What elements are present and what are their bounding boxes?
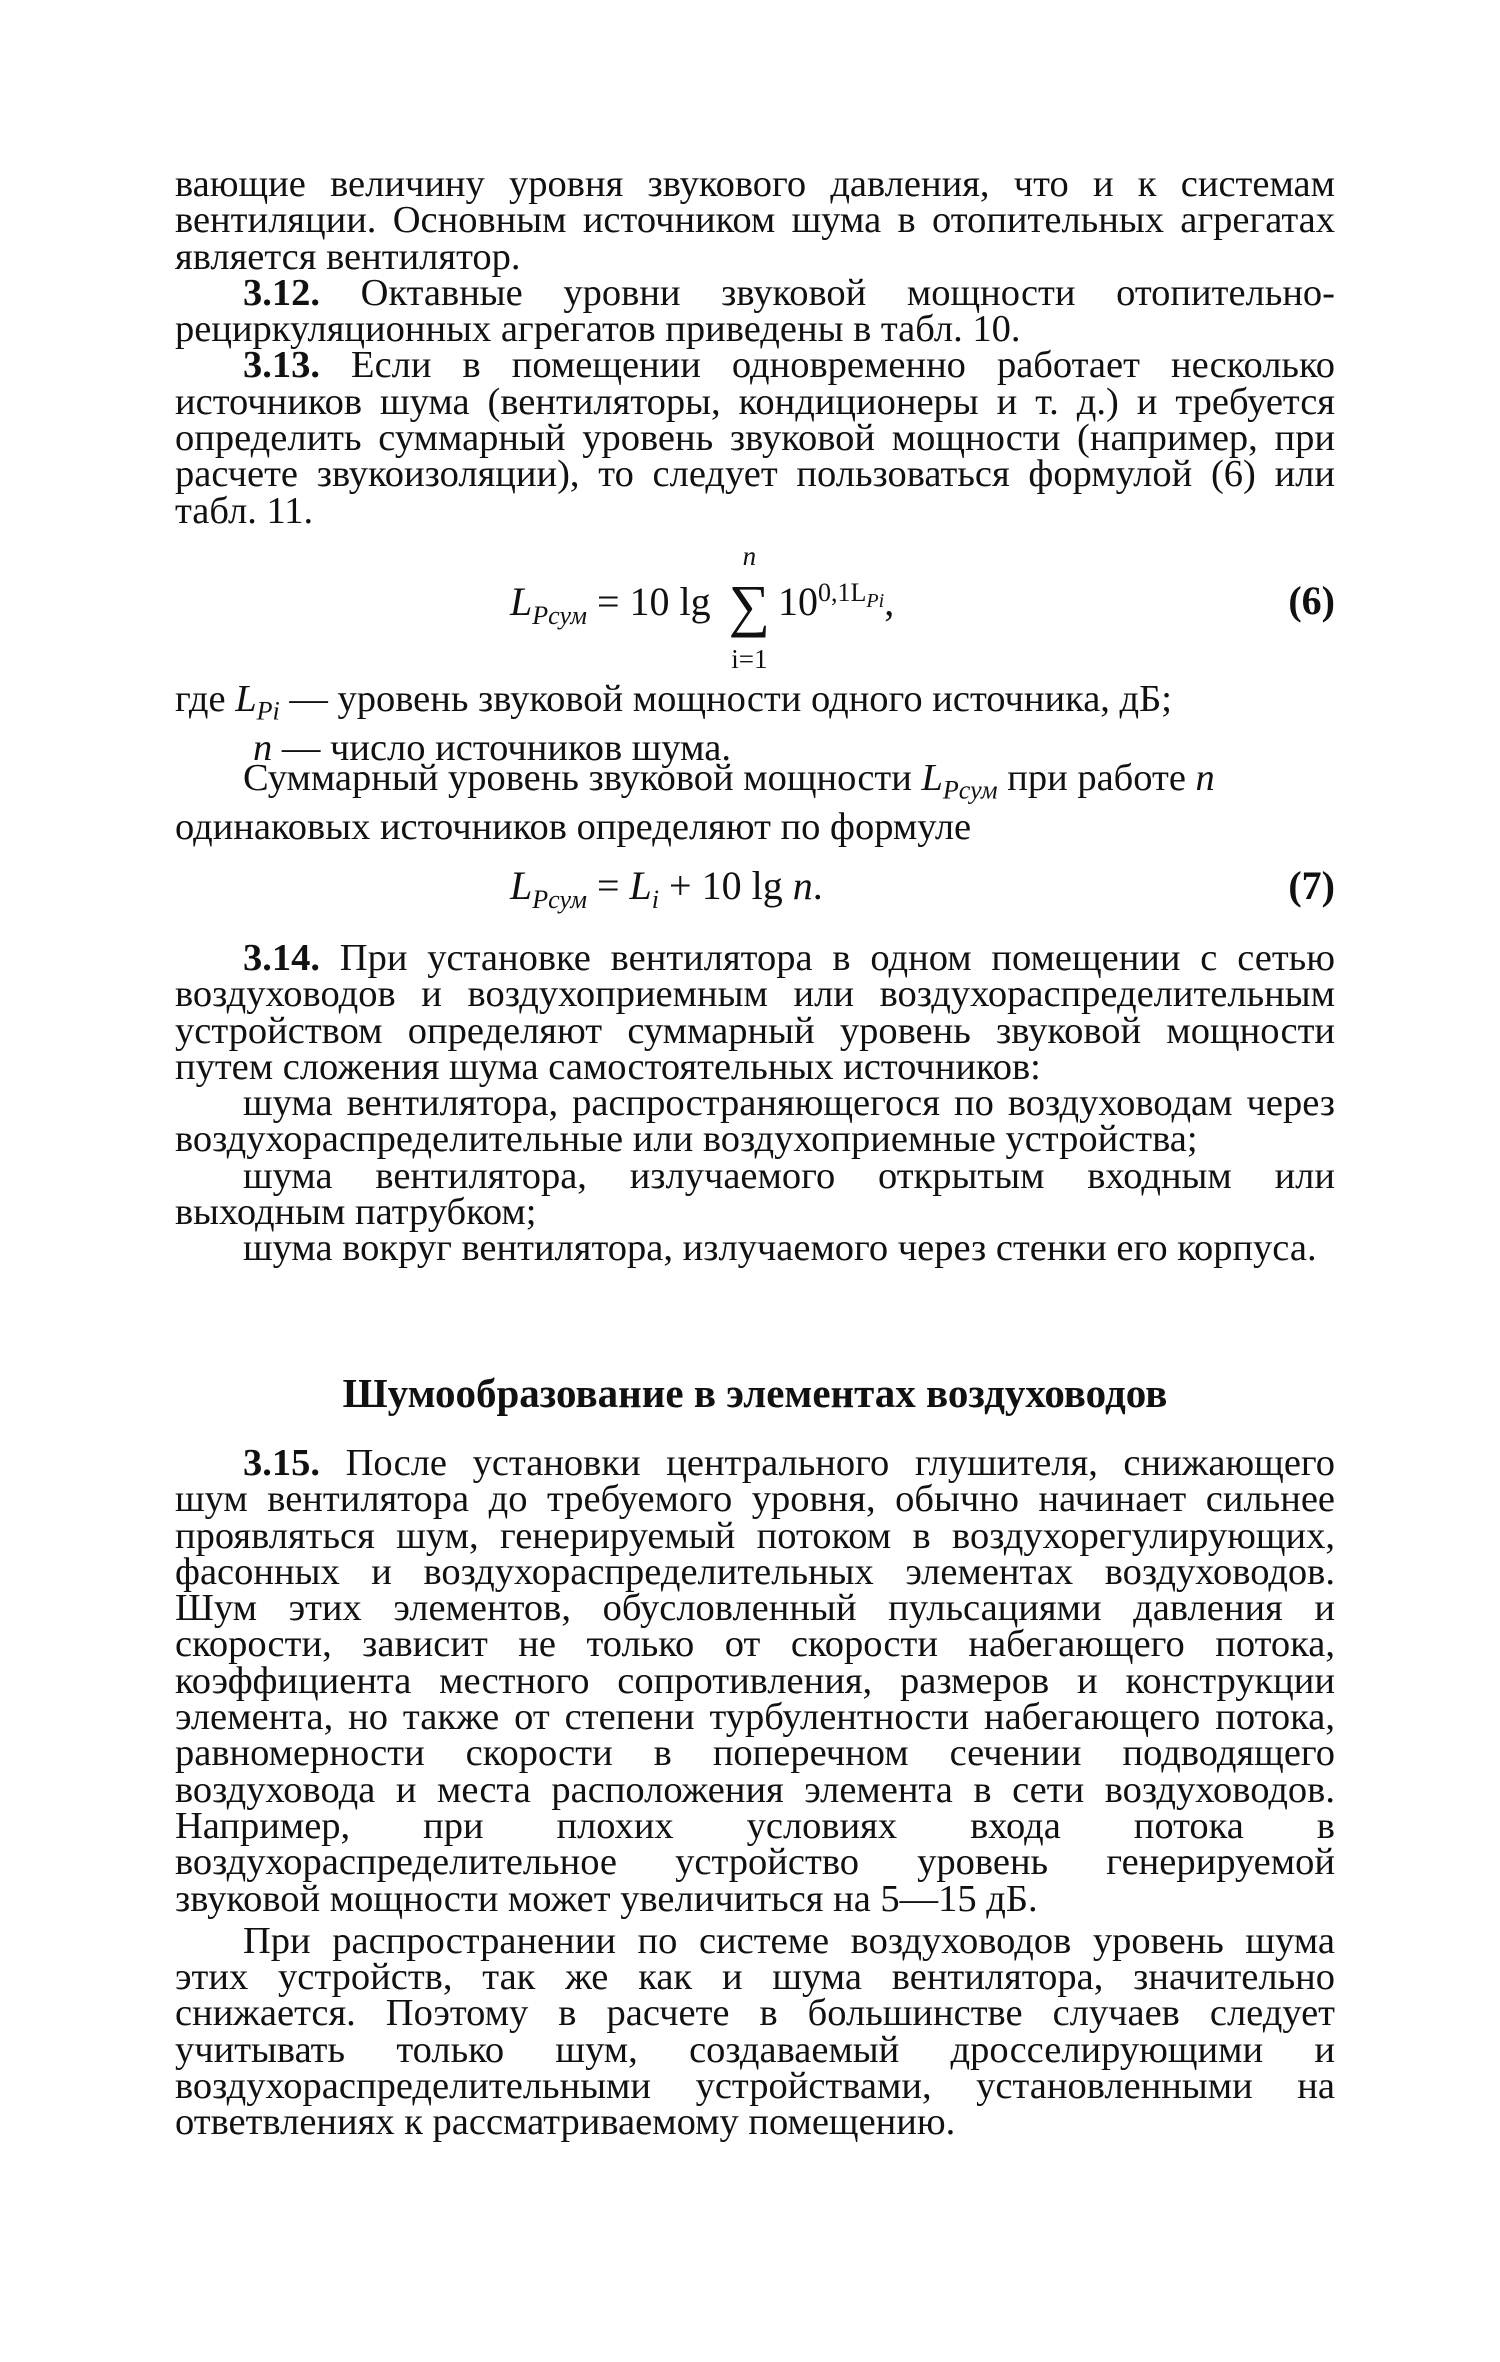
paragraph-text: Если в помещении одновременно работает несколько источников шума (вентиляторы, кондиционеры и т. д.) и требуется определить суммарный уровень звуковой мощности (например, при расчете звукоизоляции), то следует пользоваться формулой (6) или табл. 11.	[175, 344, 1335, 532]
equation-number: (7)	[1288, 863, 1335, 908]
legend-symbol: n	[253, 726, 273, 769]
clause-number: 3.12.	[243, 271, 320, 314]
text-block-middle	[175, 937, 1335, 1270]
paragraph-text: При установке вентилятора в одном помещении с сетью воздуховодов и воздухоприемным или воздухораспределительным устройством определяют суммарный уровень звуковой мощности путем сложения шума самостоятельных источников:	[175, 937, 1335, 1088]
paragraph-text: Суммарный уровень звуковой мощности	[243, 757, 922, 799]
paragraph-3-15	[175, 1442, 1335, 1920]
paragraph-intro: вающие величину уровня звукового давления, что и к системам вентиляции. Основным источником шума в отопительных агрегатах является вентилятор.	[175, 163, 1335, 278]
formula-symbol: L	[510, 579, 533, 624]
formula-symbol: n	[792, 863, 813, 908]
formula-7	[175, 862, 1335, 942]
formula-punctuation: ,	[884, 579, 895, 624]
paragraph-3-14	[175, 937, 1335, 1088]
list-item: шума вентилятора, излучаемого открытым входным или выходным патрубком;	[175, 1154, 1335, 1234]
legend-text: — число источников шума.	[272, 726, 731, 769]
legend-subscript: Pi	[256, 696, 280, 726]
formula-subscript: i	[651, 885, 660, 914]
formula-exponent: 0,1L	[818, 577, 867, 607]
formula-operator: + 10 lg	[659, 863, 793, 908]
legend-line-1	[175, 678, 1335, 730]
paragraph-sum	[175, 757, 1335, 848]
legend-symbol: L	[235, 678, 257, 720]
legend-text: — уровень звуковой мощности одного источника, дБ;	[279, 678, 1172, 720]
paragraph-last: При распространении по системе воздуховодов уровень шума этих устройств, так же как и шума вентилятора, значительно снижается. Поэтому в расчете в большинстве случаев следует учитывать только шум, создаваемый дросселирующими и воздухораспределительными устройствами, установленными на ответвлениях к рассматриваемому помещению.	[175, 1919, 1335, 2144]
formula-operator: = 10 lg	[586, 579, 721, 624]
formula-7-expression	[510, 862, 823, 915]
formula-subscript: Pсум	[532, 601, 587, 630]
clause-number: 3.13.	[243, 344, 320, 387]
formula-subscript: Pсум	[942, 775, 998, 805]
list-item: шума вокруг вентилятора, излучаемого через стенки его корпуса.	[243, 1227, 1317, 1270]
paragraph-sum-line-1	[175, 757, 1335, 809]
formula-term: 10	[778, 579, 819, 624]
formula-symbol: n	[1195, 757, 1215, 799]
formula-exponent-subscript: Pi	[866, 589, 885, 612]
text-block-top	[175, 163, 1335, 532]
formula-symbol: L	[510, 863, 533, 908]
sum-sign: ∑ n i=1	[728, 541, 771, 674]
formula-6	[175, 541, 1335, 674]
formula-punctuation: .	[812, 863, 823, 908]
paragraph-text: После установки центрального глушителя, снижающего шум вентилятора до требуемого уровня, обычно начинает сильнее проявляться шум, генерируемый потоком в воздухорегулирующих, фасонных и воздухораспределительных элементах воздуховодов. Шум этих элементов, обусловленный пульсациями давления и скорости, зависит не только от скорости набегающего потока, коэффициента местного сопротивления, размеров и конструкции элемента, но также от степени турбулентности набегающего потока, равномерности скорости в поперечном сечении подводящего воздуховода и места расположения элемента в сети воздуховодов. Например, при плохих условиях входа потока в воздухораспределительное устройство уровень генерируемой звуковой мощности может увеличиться на 5—15 дБ.	[175, 1442, 1335, 1920]
sum-lower-limit: i=1	[731, 644, 768, 674]
text-block-bottom	[175, 1442, 1335, 2144]
legend-prefix: где	[175, 678, 236, 720]
paragraph-text: при работе	[997, 757, 1196, 799]
list-item: шума вентилятора, распространяющегося по воздуховодам через воздухораспределительные или воздухоприемные устройства;	[175, 1082, 1335, 1161]
formula-symbol: L	[921, 757, 943, 799]
paragraph-text: Октавные уровни звуковой мощности отопительно-рециркуляционных агрегатов приведены в табл. 10.	[175, 271, 1335, 351]
clause-number: 3.15.	[243, 1442, 320, 1484]
formula-subscript: Pсум	[532, 885, 587, 914]
formula-legend	[175, 678, 1335, 769]
formula-symbol: L	[629, 863, 652, 908]
equation-number: (6)	[1288, 578, 1335, 623]
clause-number: 3.14.	[243, 937, 320, 979]
paragraph-sum-line-2: одинаковых источников определяют по формуле	[175, 805, 972, 848]
formula-operator: =	[586, 863, 630, 908]
sum-upper-limit: n	[742, 541, 757, 571]
paragraph-3-12	[175, 271, 1335, 351]
formula-6-expression	[510, 541, 895, 674]
section-heading: Шумообразование в элементах воздуховодов	[342, 1370, 1168, 1416]
paragraph-3-13	[175, 344, 1335, 532]
